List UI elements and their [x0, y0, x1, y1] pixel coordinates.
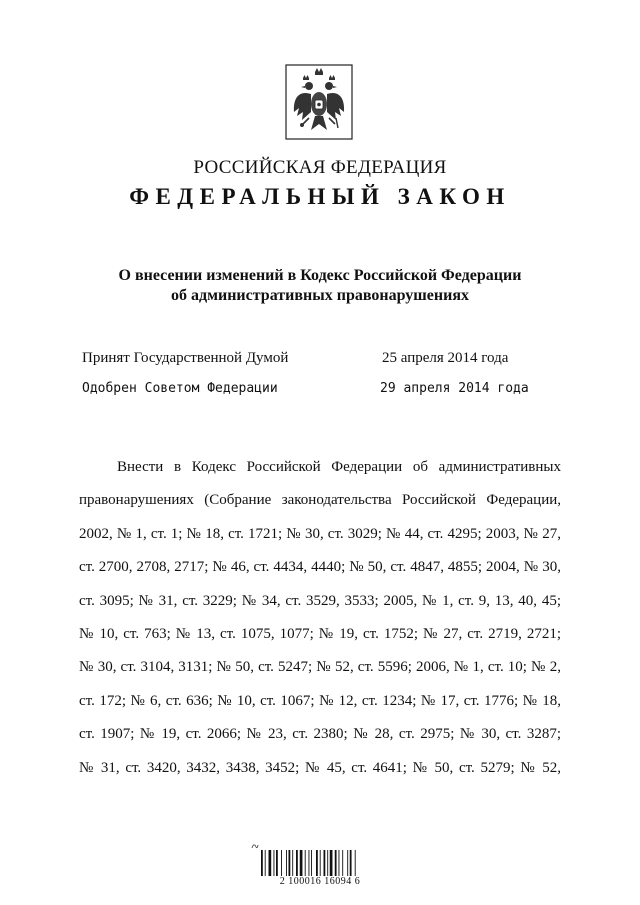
body-line: правонарушениях (Собрание законодательства Российской Федерации, — [79, 492, 561, 509]
body-line: Внести в Кодекс Российской Федерации об административных — [117, 459, 561, 475]
barcode-bar — [265, 850, 266, 876]
approval-date: 29 апреля 2014 года — [380, 381, 529, 396]
barcode-bar — [300, 850, 303, 876]
adopting-body: Принят Государственной Думой — [82, 350, 289, 366]
body-line: ст. 1907; № 19, ст. 2066; № 23, ст. 2380; № 28, ст. 2975; № 30, ст. 3287; — [79, 726, 561, 743]
barcode-bar — [330, 850, 333, 876]
law-title-line: О внесении изменений в Кодекс Российской Федерации — [118, 267, 522, 284]
approving-body: Одобрен Советом Федерации — [82, 381, 278, 396]
law-body-text — [79, 455, 561, 789]
barcode-icon — [255, 836, 385, 896]
coat-of-arms-icon — [285, 64, 353, 140]
barcode-bar — [276, 850, 278, 876]
adoption-row-duma — [82, 350, 552, 381]
barcode-bar — [347, 850, 348, 876]
barcode-bar — [311, 850, 312, 876]
barcode-bar — [281, 850, 282, 876]
body-line: № 31, ст. 3420, 3432, 3438, 3452; № 45, ст. 4641; № 50, ст. 5279; № 52, — [79, 759, 561, 776]
body-line: ст. 172; № 6, ст. 636; № 10, ст. 1067; № 12, ст. 1234; № 17, ст. 1776; № 18, — [79, 692, 561, 709]
body-line: 2002, № 1, ст. 1; № 18, ст. 1721; № 30, ст. 3029; № 44, ст. 4295; 2003, № 27, — [79, 525, 561, 542]
country-heading: РОССИЙСКАЯ ФЕДЕРАЦИЯ — [193, 157, 447, 178]
barcode-bar — [316, 850, 318, 876]
body-line: № 30, ст. 3104, 3131; № 50, ст. 5247; № 52, ст. 5596; 2006, № 1, ст. 10; № 2, — [79, 659, 561, 676]
barcode-bar — [342, 850, 343, 876]
barcode-bar — [269, 850, 272, 876]
barcode-bar — [327, 850, 328, 876]
body-line: № 10, ст. 763; № 13, ст. 1075, 1077; № 19, ст. 1752; № 27, ст. 2719, 2721; — [79, 625, 561, 642]
body-line: ст. 2700, 2708, 2717; № 46, ст. 4434, 4440; № 50, ст. 4847, 4855; 2004, № 30, — [79, 559, 561, 576]
barcode-bar — [320, 850, 321, 876]
body-line: ст. 3095; № 31, ст. 3229; № 34, ст. 3529, 3533; 2005, № 1, ст. 9, 13, 40, 45; — [79, 592, 561, 609]
barcode-bar — [309, 850, 310, 876]
adoption-date: 25 апреля 2014 года — [382, 350, 509, 366]
barcode-bar — [355, 850, 356, 876]
adoption-block — [82, 350, 552, 412]
barcode-bar — [261, 850, 263, 876]
barcode-bar — [292, 850, 293, 876]
barcode-bar — [339, 850, 340, 876]
barcode-bar — [305, 850, 306, 876]
law-title — [0, 266, 640, 306]
document-type-heading: ФЕДЕРАЛЬНЫЙ ЗАКОН — [129, 184, 511, 209]
adoption-row-council — [82, 381, 552, 412]
barcode-bar — [296, 850, 298, 876]
barcode-bar — [274, 850, 275, 876]
barcode-digits: 2 100016 16094 6 — [279, 876, 361, 887]
barcode-bar — [286, 850, 287, 876]
barcode-bar — [350, 850, 352, 876]
barcode-bar — [335, 850, 337, 876]
barcode-bar — [324, 850, 326, 876]
law-title-line: об административных правонарушениях — [171, 287, 469, 304]
barcode-bar — [289, 850, 291, 876]
